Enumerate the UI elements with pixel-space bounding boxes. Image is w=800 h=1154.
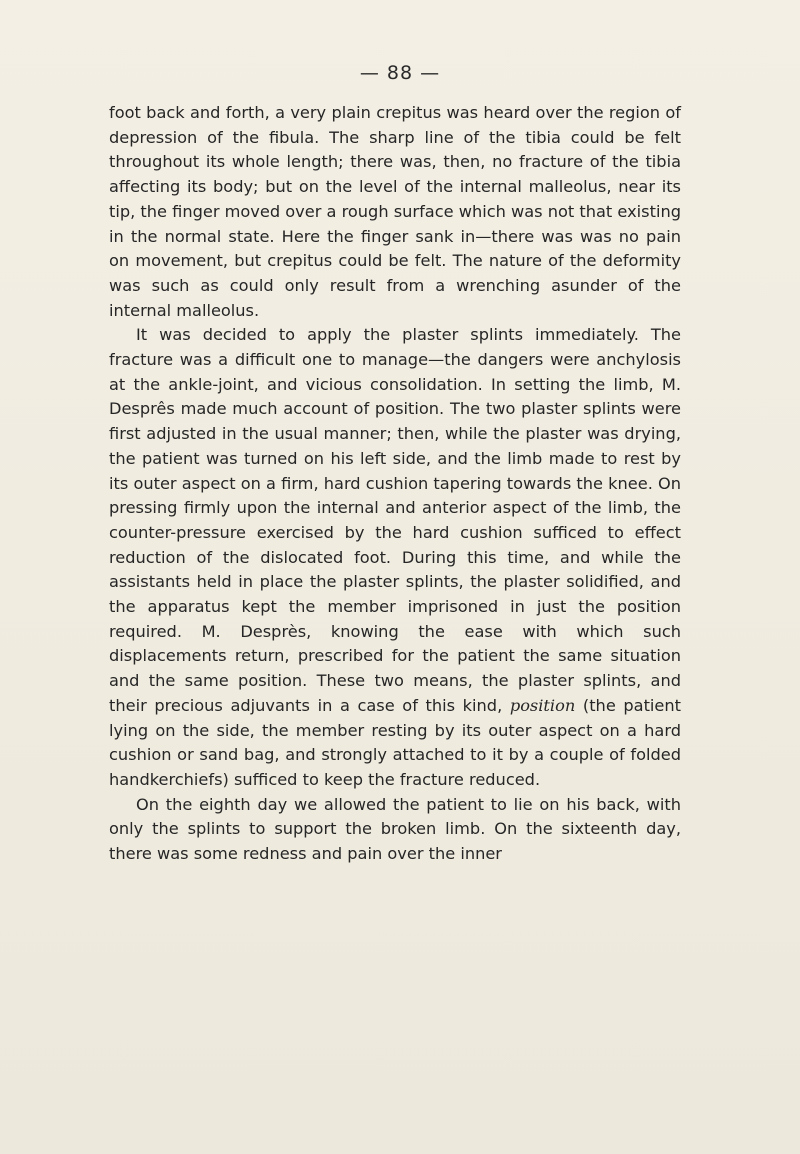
- paragraph-1: [109, 101, 681, 323]
- paragraph-1-text: foot back and forth, a very plain crepitus was heard over the region of depression of the fibula. The sharp line of the tibia could be felt throughout its whole length; there was, then, no fracture of the tibia affecting its body; but on the level of the internal malleolus, near its tip, the finger moved over a rough surface which was not that existing in the normal state. Here the finger sank in—there was was no pain on movement, but crepitus could be felt. The nature of the deformity was such as could only result from a wrenching asunder of the internal malleolus.: [109, 103, 681, 320]
- italic-term-position: position: [509, 695, 576, 715]
- body-text: [109, 101, 681, 867]
- paragraph-2-text-a: It was decided to apply the plaster splints immediately. The fracture was a difficult one to manage—the dangers were anchylosis at the ankle-joint, and vicious consolidation. In setting the limb, M. Desprês made much account of position. The two plaster splints were first adjusted in the usual manner; then, while the plaster was drying, the patient was turned on his left side, and the limb made to rest by its outer aspect on a firm, hard cushion tapering towards the knee. On pressing firmly upon the internal and anterior aspect of the limb, the counter-pressure exercised by the hard cushion sufficed to effect reduction of the dislocated foot. During this time, and while the assistants held in place the plaster splints, the plaster solidified, and the apparatus kept the member imprisoned in just the position required. M. Desprès, knowing the ease with which such displacements return, prescribed for the patient the same situation and the same position. These two means, the plaster splints, and their precious adjuvants in a case of this kind,: [109, 325, 681, 715]
- paragraph-2: [109, 323, 681, 792]
- paragraph-3: [109, 793, 681, 867]
- page-number: — 88 —: [359, 62, 441, 84]
- paragraph-3-text: On the eighth day we allowed the patient to lie on his back, with only the splints to support the broken limb. On the sixteenth day, there was some redness and pain over the inner: [109, 794, 681, 864]
- paragraph-2-text-b: (the patient lying on the side, the member resting by its outer aspect on a hard cushion or sand bag, and strongly attached to it by a couple of folded handkerchiefs) sufficed to keep the fracture reduced.: [109, 695, 681, 789]
